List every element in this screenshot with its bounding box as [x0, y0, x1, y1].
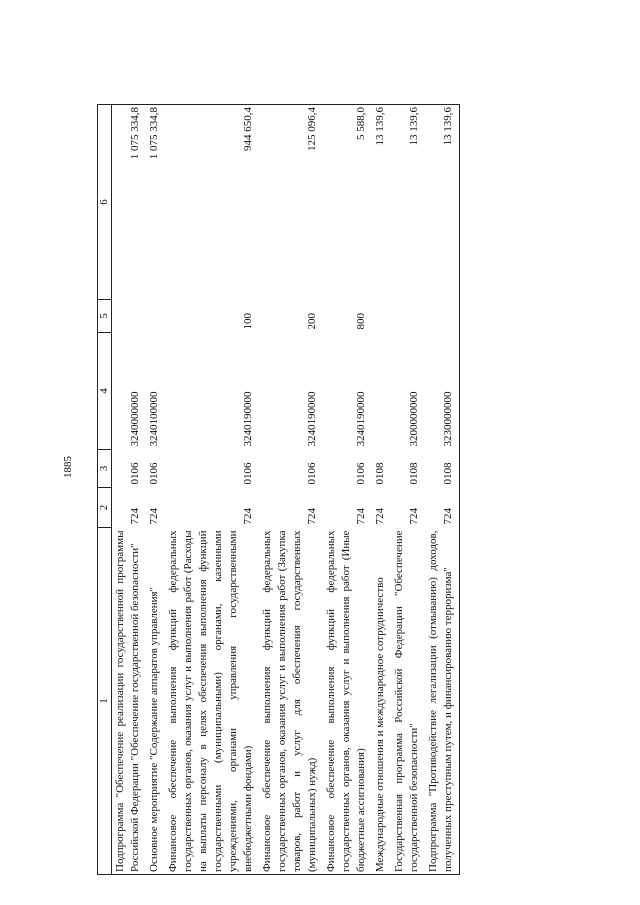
cell-type	[391, 300, 425, 333]
cell-amount: 13 139,6	[372, 105, 391, 300]
cell-target	[372, 333, 391, 450]
table-row	[372, 105, 391, 875]
cell-code: 724	[242, 508, 254, 525]
cell-amount: 1 075 334,8	[146, 105, 165, 300]
cell-code: 724	[129, 508, 141, 525]
cell-target: 3200000000	[408, 391, 420, 447]
header-col-name: 1	[98, 528, 112, 875]
cell-type	[146, 300, 165, 333]
cell-type: 100	[242, 313, 254, 330]
header-row	[98, 105, 112, 875]
table-row	[112, 105, 147, 875]
cell-code: 724	[306, 508, 318, 525]
cell-target: 3240190000	[242, 391, 254, 447]
cell-type	[425, 300, 460, 333]
cell-code: 724	[148, 508, 160, 525]
cell-amount: 944 650,4	[165, 105, 259, 300]
cell-type: 800	[355, 313, 367, 330]
table-row	[425, 105, 460, 875]
cell-target: 3240100000	[148, 391, 160, 447]
table-row	[259, 105, 323, 875]
cell-name: Основное мероприятие "Содержание аппаратов управления"	[146, 528, 165, 875]
cell-section: 0106	[148, 462, 160, 485]
cell-section: 0106	[129, 462, 141, 485]
cell-name: Финансовое обеспечение выполнения функций федеральных государственных органов, оказания услуг и выполнения работ (Расходы на выплаты персоналу в целях обеспечения выполнения функций государственными (муниципальными) органами, казенными учреждениями, органами управления государственными внебюджетными фондами)	[165, 528, 259, 875]
cell-type	[372, 300, 391, 333]
table-row	[391, 105, 425, 875]
cell-name: Подпрограмма "Противодействие легализации (отмыванию) доходов, полученных преступным путем, и финансированию терроризма"	[425, 528, 460, 875]
cell-code: 724	[408, 508, 420, 525]
header-col-code: 2	[98, 488, 112, 528]
cell-target: 3230000000	[425, 333, 460, 450]
cell-section: 0106	[306, 462, 318, 485]
page-number: 1885	[62, 456, 74, 478]
cell-type	[112, 300, 147, 333]
cell-amount: 125 096,4	[259, 105, 323, 300]
cell-target: 3240000000	[129, 391, 141, 447]
header-col-section: 3	[98, 450, 112, 488]
cell-section: 0108	[425, 450, 460, 488]
header-col-type: 5	[98, 300, 112, 333]
cell-target: 3240190000	[355, 391, 367, 447]
cell-name: Подпрограмма "Обеспечение реализации государственной программы Российской Федерации "Обеспечение государственной безопасности"	[112, 528, 147, 875]
cell-section: 0108	[408, 462, 420, 485]
cell-name: Финансовое обеспечение выполнения функций федеральных государственных органов, оказания услуг и выполнения работ (Закупка товаров, работ и услуг для обеспечения государственных (муниципальных) нужд)	[259, 528, 323, 875]
cell-code: 724	[355, 508, 367, 525]
cell-type: 200	[306, 313, 318, 330]
cell-name: Государственная программа Российской Федерации "Обеспечение государственной безопасности"	[391, 528, 425, 875]
table-body	[112, 105, 460, 875]
cell-amount: 13 139,6	[391, 105, 425, 300]
cell-amount: 1 075 334,8	[112, 105, 147, 300]
cell-amount: 13 139,6	[425, 105, 460, 300]
cell-target: 3240190000	[306, 391, 318, 447]
table-row	[323, 105, 372, 875]
budget-table	[97, 104, 460, 875]
cell-section: 0106	[355, 462, 367, 485]
cell-code: 724	[374, 508, 386, 525]
table-row	[146, 105, 165, 875]
cell-amount: 5 588,0	[323, 105, 372, 300]
cell-section: 0106	[242, 462, 254, 485]
budget-document	[97, 105, 583, 875]
table-row	[165, 105, 259, 875]
cell-code: 724	[425, 488, 460, 528]
header-col-amount: 6	[98, 105, 112, 300]
cell-section: 0108	[374, 462, 386, 485]
cell-name: Международные отношения и международное сотрудничество	[372, 528, 391, 875]
header-col-target: 4	[98, 333, 112, 450]
cell-name: Финансовое обеспечение выполнения функций федеральных государственных органов, оказания услуг и выполнения работ (Иные бюджетные ассигнования)	[323, 528, 372, 875]
